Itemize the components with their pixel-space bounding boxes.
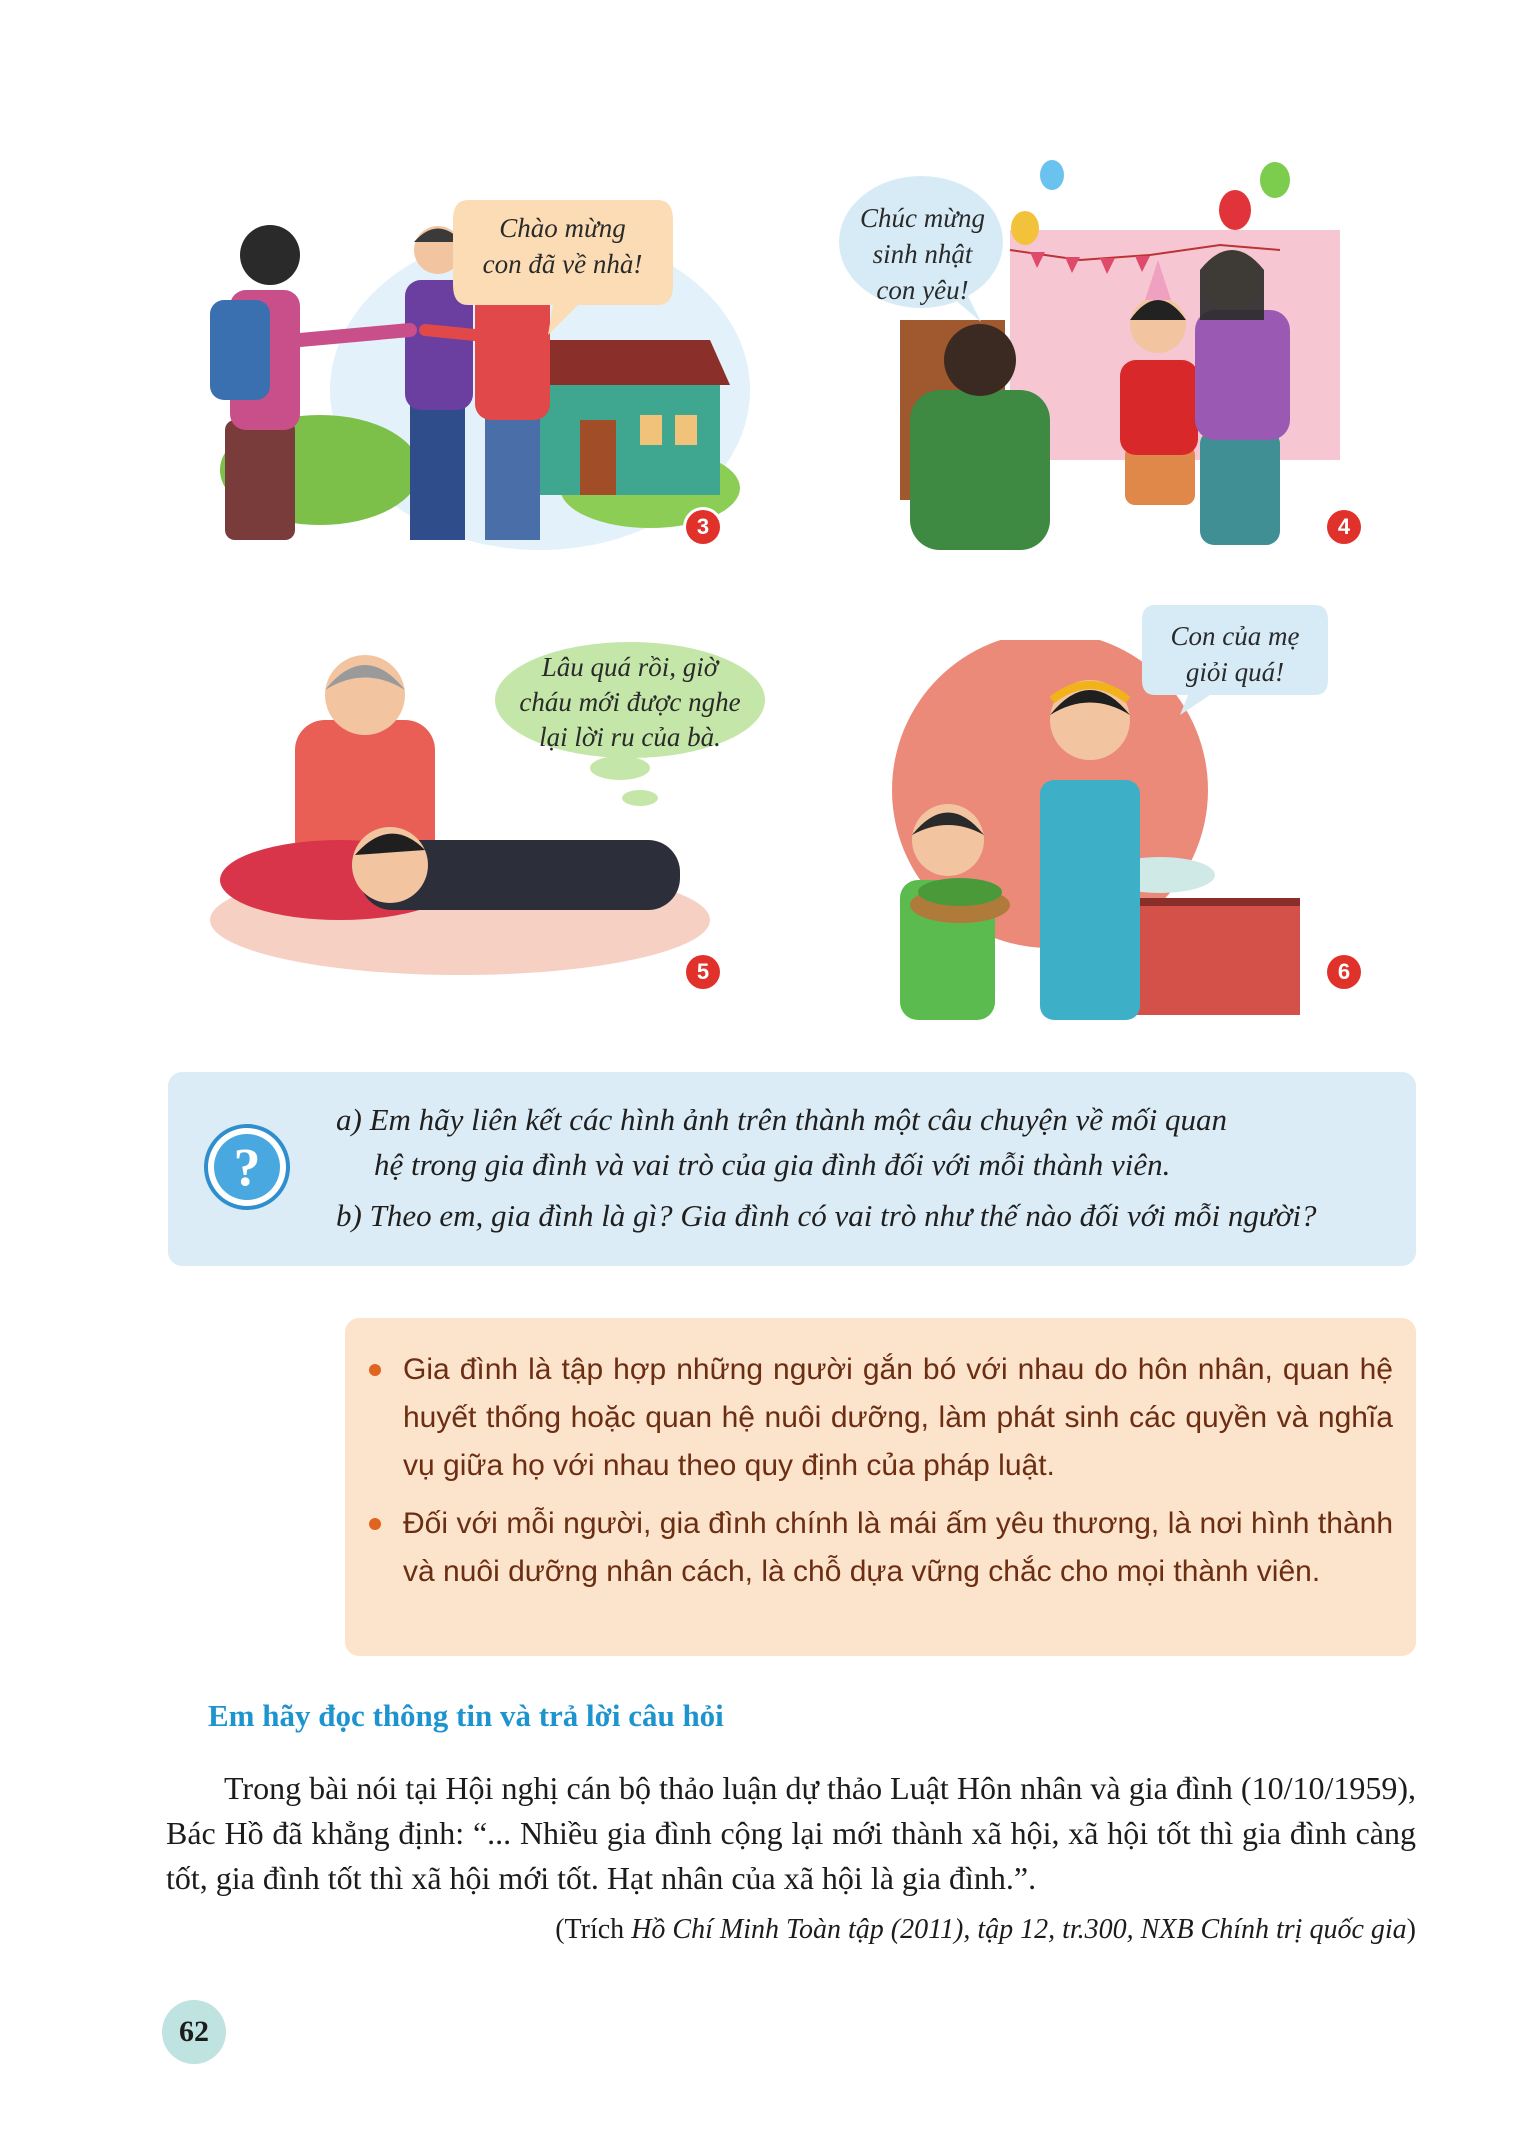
speech-line: con đã về nhà! (482, 249, 643, 279)
citation (555, 1914, 1416, 1946)
question-mark-icon (204, 1124, 290, 1210)
reading-paragraph-text: Trong bài nói tại Hội nghị cán bộ thảo luận dự thảo Luật Hôn nhân và gia đình (10/10/1959), Bác Hồ đã khẳng định: “... Nhiều gia đình cộng lại mới thành xã hội, xã hội tốt thì gia đình càng tốt, gia đình tốt thì xã hội mới tốt. Hạt nhân của xã hội là gia đình.”. (166, 1770, 1416, 1896)
question-box (168, 1072, 1416, 1266)
speech-line: giỏi quá! (1185, 657, 1285, 687)
bullet-icon (369, 1364, 381, 1376)
panel-number-3: 3 (686, 510, 720, 544)
summary-box (345, 1318, 1416, 1656)
summary-item (403, 1346, 1393, 1490)
speech-line: Con của mẹ (1170, 621, 1300, 651)
speech-panel-4 (840, 200, 1005, 308)
speech-line: Chào mừng (499, 213, 626, 243)
speech-panel-6 (1142, 618, 1328, 690)
speech-line: Lâu quá rồi, giờ (541, 652, 719, 682)
panel-number-6: 6 (1327, 955, 1361, 989)
section-heading: Em hãy đọc thông tin và trả lời câu hỏi (208, 1698, 724, 1733)
question-a-line1: a) Em hãy liên kết các hình ảnh trên thành một câu chuyện về mối quan (336, 1102, 1228, 1137)
reading-paragraph (166, 1766, 1416, 1901)
page-number: 62 (162, 2000, 226, 2064)
summary-item-text: Đối với mỗi người, gia đình chính là mái ấm yêu thương, là nơi hình thành và nuôi dưỡng nhân cách, là chỗ dựa vững chắc cho mọi thành viên. (403, 1507, 1393, 1588)
question-b: b) Theo em, gia đình là gì? Gia đình có vai trò như thế nào đối với mỗi người? (336, 1198, 1317, 1233)
citation-title: Hồ Chí Minh Toàn tập (2011), tập 12, tr.300, NXB Chính trị quốc gia (631, 1914, 1407, 1945)
question-mark-glyph: ? (214, 1134, 280, 1200)
speech-panel-3 (455, 210, 670, 282)
speech-line: lại lời ru của bà. (539, 722, 721, 752)
speech-line: cháu mới được nghe (519, 687, 741, 717)
question-a-line2: hệ trong gia đình và vai trò của gia đình đối với mỗi thành viên. (374, 1147, 1171, 1182)
speech-line: con yêu! (876, 275, 969, 305)
panel-number-5: 5 (686, 955, 720, 989)
citation-suffix: ) (1406, 1914, 1416, 1945)
speech-line: sinh nhật (872, 239, 973, 269)
speech-line: Chúc mừng (860, 203, 985, 233)
bullet-icon (369, 1518, 381, 1530)
summary-item (403, 1500, 1393, 1596)
speech-panel-5 (492, 650, 768, 755)
citation-prefix: (Trích (555, 1914, 632, 1945)
summary-item-text: Gia đình là tập hợp những người gắn bó với nhau do hôn nhân, quan hệ huyết thống hoặc quan hệ nuôi dưỡng, làm phát sinh các quyền và nghĩa vụ giữa họ với nhau theo quy định của pháp luật. (403, 1353, 1393, 1482)
panel-number-4: 4 (1327, 510, 1361, 544)
